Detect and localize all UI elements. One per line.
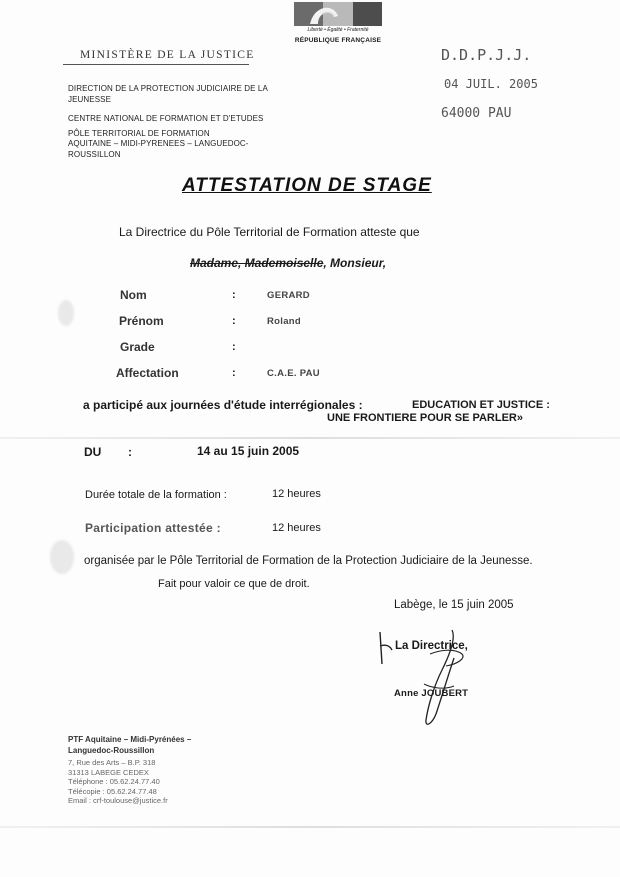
footer-phone: Téléphone : 05.62.24.77.40 — [68, 777, 160, 786]
organisee-text: organisée par le Pôle Territorial de Formation de la Protection Judiciaire de la Jeunesse. — [84, 555, 533, 567]
field-colon: : — [232, 341, 236, 353]
journees-text: a participé aux journées d'étude interrégionales : — [83, 398, 363, 412]
ministry-underline — [63, 64, 249, 65]
duree-value: 12 heures — [272, 488, 321, 500]
field-label-prenom: Prénom — [119, 314, 164, 328]
place-date: Labège, le 15 juin 2005 — [394, 599, 514, 611]
stamp-city: 64000 PAU — [441, 106, 512, 121]
salutation — [190, 256, 386, 270]
marianne-icon — [304, 4, 344, 24]
field-value-affectation: C.A.E. PAU — [267, 368, 320, 379]
stamp-org: D.D.P.J.J. — [441, 46, 532, 64]
fait-text: Fait pour valoir ce que de droit. — [158, 578, 310, 590]
field-label-grade: Grade — [120, 340, 155, 354]
footer-email: Email : crf-toulouse@justice.fr — [68, 796, 168, 805]
intro-text: La Directrice du Pôle Territorial de Formation atteste que — [119, 225, 420, 239]
du-label: DU — [84, 445, 102, 459]
du-colon: : — [128, 445, 132, 459]
logo-motto: Liberté • Égalité • Fraternité — [307, 27, 369, 33]
theme-line-2: UNE FRONTIERE POUR SE PARLER» — [327, 412, 523, 424]
paper-hole-mark — [58, 300, 74, 326]
participation-label: Participation attestée : — [85, 521, 221, 535]
direction-line-1: DIRECTION DE LA PROTECTION JUDICIAIRE DE LA — [68, 84, 268, 93]
signature-title: La Directrice, — [395, 640, 468, 652]
republic-logo — [294, 2, 382, 26]
footer-fax: Télécopie : 05.62.24.77.48 — [68, 787, 157, 796]
salutation-struck: Madame, Mademoiselle — [190, 256, 324, 270]
pole-line-3: ROUSSILLON — [68, 150, 121, 159]
footer-line-2: Languedoc-Roussillon — [68, 746, 155, 755]
field-value-nom: GERARD — [267, 290, 310, 301]
direction-line-2: JEUNESSE — [68, 95, 112, 104]
duree-label: Durée totale de la formation : — [85, 489, 227, 501]
du-value: 14 au 15 juin 2005 — [197, 444, 300, 458]
centre-line: CENTRE NATIONAL DE FORMATION ET D'ETUDES — [68, 114, 264, 123]
field-value-prenom: Roland — [267, 316, 301, 327]
field-label-affectation: Affectation — [116, 366, 179, 380]
footer-line-1: PTF Aquitaine – Midi-Pyrénées – — [68, 735, 192, 744]
participation-value: 12 heures — [272, 522, 321, 534]
paper-fold — [0, 437, 620, 439]
ministry-name: MINISTÈRE DE LA JUSTICE — [80, 49, 255, 61]
field-label-nom: Nom — [120, 288, 147, 302]
signature-name: Anne JOUBERT — [394, 688, 469, 699]
pole-line-1: PÔLE TERRITORIAL DE FORMATION — [68, 129, 210, 138]
field-colon: : — [232, 315, 236, 327]
footer-address-2: 31313 LABEGE CEDEX — [68, 768, 149, 777]
pole-line-2: AQUITAINE – MIDI-PYRENEES – LANGUEDOC- — [68, 139, 249, 148]
field-colon: : — [232, 289, 236, 301]
stamp-date: 04 JUIL. 2005 — [444, 77, 538, 91]
paper-hole-mark — [50, 540, 74, 574]
document-title: ATTESTATION DE STAGE — [182, 175, 432, 196]
logo-republic-label: RÉPUBLIQUE FRANÇAISE — [294, 37, 382, 44]
field-colon: : — [232, 367, 236, 379]
footer-address-1: 7, Rue des Arts – B.P. 318 — [68, 758, 156, 767]
paper-fold — [0, 826, 620, 828]
salutation-kept: , Monsieur, — [323, 256, 387, 270]
theme-line-1: EDUCATION ET JUSTICE : — [412, 399, 550, 411]
